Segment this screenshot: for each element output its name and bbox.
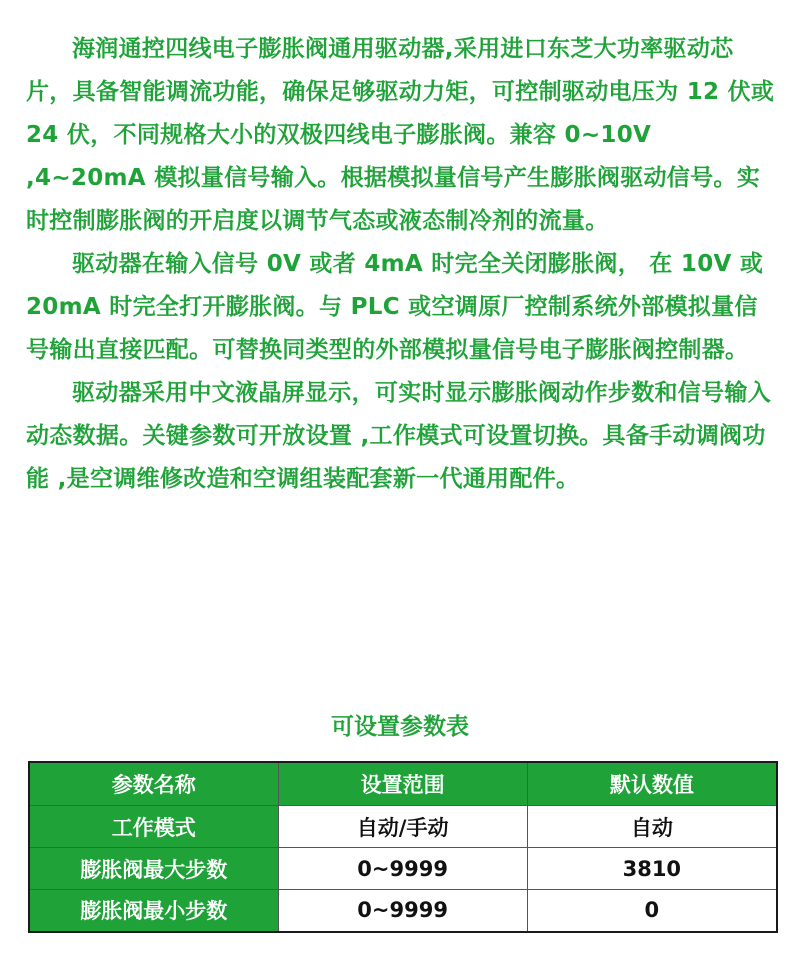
header-setting-range: 设置范围 bbox=[278, 762, 527, 806]
description-paragraph-1: 海润通控四线电子膨胀阀通用驱动器,采用进口东芝大功率驱动芯片，具备智能调流功能，确保足够驱动力矩，可控制驱动电压为 12 伏或 24 伏，不同规格大小的双极四线电子膨胀阀。兼容 0~10V ,4~20mA 模拟量信号输入。根据模拟量信号产生膨胀阀驱动信号。实时控制膨胀阀的开启度以调节气态或液态制冷剂的流量。 bbox=[26, 36, 775, 234]
default-value-cell: 自动 bbox=[527, 806, 777, 848]
table-header-row bbox=[29, 762, 777, 806]
setting-range-cell: 0~9999 bbox=[278, 848, 527, 890]
header-param-name: 参数名称 bbox=[29, 762, 278, 806]
param-name-cell: 膨胀阀最大步数 bbox=[29, 848, 278, 890]
param-name-cell: 工作模式 bbox=[29, 806, 278, 848]
product-description bbox=[26, 28, 776, 501]
setting-range-cell: 自动/手动 bbox=[278, 806, 527, 848]
table-row bbox=[29, 890, 777, 932]
table-row bbox=[29, 806, 777, 848]
table-title: 可设置参数表 bbox=[331, 714, 469, 740]
description-paragraph-3: 驱动器采用中文液晶屏显示，可实时显示膨胀阀动作步数和信号输入动态数据。关键参数可开放设置 ,工作模式可设置切换。具备手动调阀功能 ,是空调维修改造和空调组装配套新一代通用配件。 bbox=[26, 380, 771, 492]
default-value-cell: 0 bbox=[527, 890, 777, 932]
description-paragraph-2: 驱动器在输入信号 0V 或者 4mA 时完全关闭膨胀阀， 在 10V 或 20mA 时完全打开膨胀阀。与 PLC 或空调原厂控制系统外部模拟量信号输出直接匹配。可替换同类型的外部模拟量信号电子膨胀阀控制器。 bbox=[26, 251, 764, 363]
setting-range-cell: 0~9999 bbox=[278, 890, 527, 932]
parameter-table bbox=[28, 761, 778, 933]
default-value-cell: 3810 bbox=[527, 848, 777, 890]
param-name-cell: 膨胀阀最小步数 bbox=[29, 890, 278, 932]
header-default-value: 默认数值 bbox=[527, 762, 777, 806]
table-row bbox=[29, 848, 777, 890]
